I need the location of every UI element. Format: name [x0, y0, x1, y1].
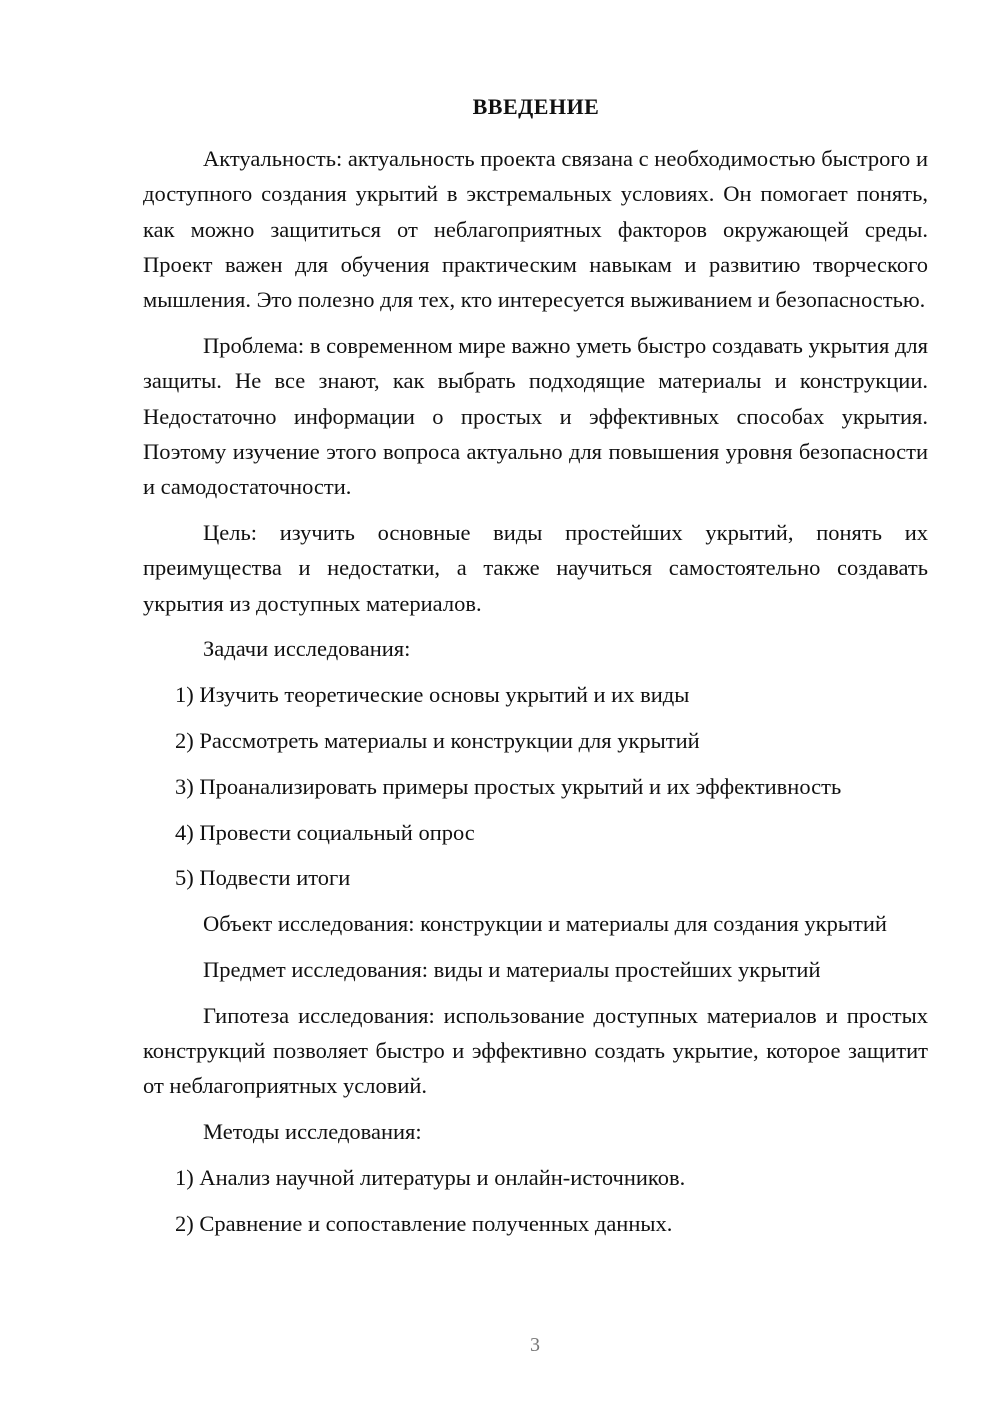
- subject-paragraph: Предмет исследования: виды и материалы простейших укрытий: [203, 956, 821, 982]
- task-item: 2) Рассмотреть материалы и конструкции для укрытий: [175, 727, 700, 753]
- hypothesis-paragraph: Гипотеза исследования: использование доступных материалов и простых конструкций позволяет быстро и эффективно создать укрытие, которое защитит от неблагоприятных условий.: [143, 1002, 928, 1099]
- problem-paragraph: Проблема: в современном мире важно уметь быстро создавать укрытия для защиты. Не все знают, как выбрать подходящие материалы и конструкции. Недостаточно информации о простых и эффективных способах укрытия. Поэтому изучение этого вопроса актуально для повышения уровня безопасности и самодостаточности.: [143, 332, 928, 500]
- page-number: 3: [530, 1334, 540, 1356]
- document-body: [143, 141, 928, 1252]
- methods-heading: Методы исследования:: [203, 1119, 422, 1145]
- task-item: 4) Провести социальный опрос: [175, 819, 475, 845]
- method-item: 2) Сравнение и сопоставление полученных данных.: [175, 1210, 673, 1236]
- task-item: 5) Подвести итоги: [175, 865, 351, 891]
- method-item: 1) Анализ научной литературы и онлайн-источников.: [175, 1164, 686, 1190]
- task-item: 1) Изучить теоретические основы укрытий и их виды: [175, 682, 690, 708]
- goal-paragraph: Цель: изучить основные виды простейших укрытий, понять их преимущества и недостатки, а также научиться самостоятельно создавать укрытия из доступных материалов.: [143, 519, 928, 616]
- tasks-heading: Задачи исследования:: [203, 636, 411, 662]
- document-title: ВВЕДЕНИЕ: [472, 94, 600, 119]
- task-item: 3) Проанализировать примеры простых укрытий и их эффективность: [175, 773, 842, 799]
- object-paragraph: Объект исследования: конструкции и материалы для создания укрытий: [203, 911, 887, 937]
- relevance-paragraph: Актуальность: актуальность проекта связана с необходимостью быстрого и доступного создания укрытий в экстремальных условиях. Он помогает понять, как можно защититься от неблагоприятных факторов окружающей среды. Проект важен для обучения практическим навыкам и развитию творческого мышления. Это полезно для тех, кто интересуется выживанием и безопасностью.: [143, 146, 928, 313]
